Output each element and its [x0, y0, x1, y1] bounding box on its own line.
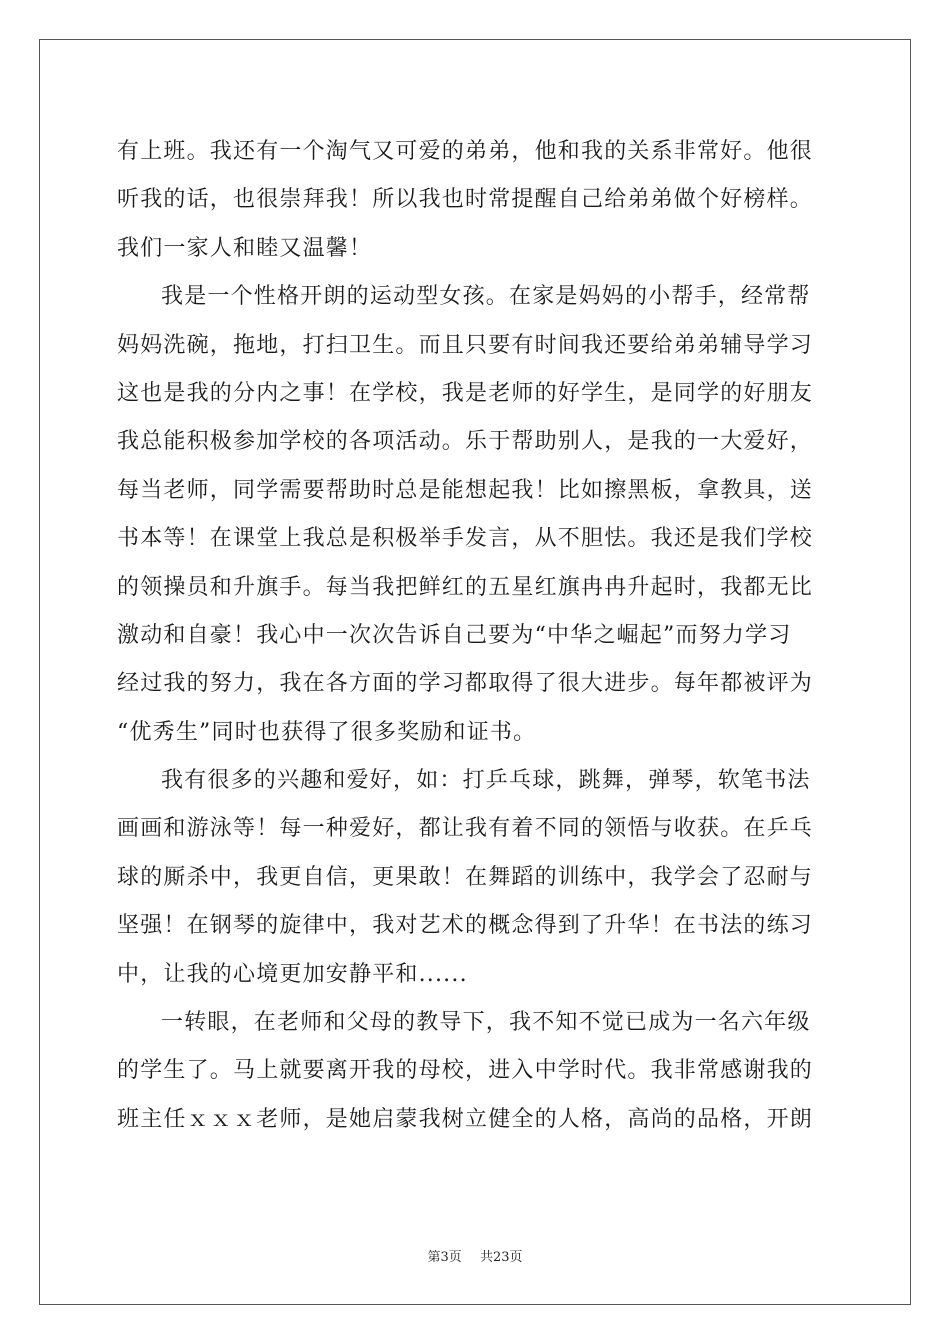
- paragraph-start-line: 我有很多的兴趣和爱好，如：打乒乓球，跳舞，弹琴，软笔书法: [161, 768, 811, 794]
- text-line: 坚强！在钢琴的旋律中，我对艺术的概念得到了升华！在书法的练习: [117, 913, 814, 939]
- text-line: 球的厮杀中，我更自信，更果敢！在舞蹈的训练中，我学会了忍耐与: [117, 864, 814, 890]
- text-line: 听我的话，也很崇拜我！所以我也时常提醒自己给弟弟做个好榜样。: [117, 187, 814, 213]
- text-line: 经过我的努力，我在各方面的学习都取得了很大进步。每年都被评为: [117, 671, 814, 697]
- total-page-count: 共23页: [479, 1250, 523, 1265]
- text-line: 的领操员和升旗手。每当我把鲜红的五星红旗冉冉升起时，我都无比: [117, 574, 814, 600]
- text-line: 激动和自豪！我心中一次次告诉自己要为“中华之崛起”而努力学习: [117, 622, 792, 648]
- text-line: 画画和游泳等！每一种爱好，都让我有着不同的领悟与收获。在乒乓: [117, 816, 814, 842]
- text-line: 妈妈洗碗，拖地，打扫卫生。而且只要有时间我还要给弟弟辅导学习: [117, 332, 814, 358]
- text-line: 每当老师，同学需要帮助时总是能想起我！比如擦黑板，拿教具，送: [117, 477, 814, 503]
- paragraph-start-line: 我是一个性格开朗的运动型女孩。在家是妈妈的小帮手，经常帮: [161, 284, 811, 310]
- text-line: 班主任ｘｘｘ老师，是她启蒙我树立健全的人格，高尚的品格，开朗: [117, 1106, 814, 1132]
- text-line: “优秀生”同时也获得了很多奖励和证书。: [117, 719, 537, 745]
- document-body: [117, 128, 837, 1144]
- text-line: 中，让我的心境更加安静平和......: [117, 961, 468, 987]
- text-line: 这也是我的分内之事！在学校，我是老师的好学生，是同学的好朋友: [117, 380, 814, 406]
- page-footer: [0, 1246, 950, 1265]
- text-line: 有上班。我还有一个淘气又可爱的弟弟，他和我的关系非常好。他很: [117, 139, 814, 164]
- text-line: 的学生了。马上就要离开我的母校，进入中学时代。我非常感谢我的: [117, 1058, 814, 1084]
- text-line: 我们一家人和睦又温馨！: [117, 235, 373, 261]
- text-line: 我总能积极参加学校的各项活动。乐于帮助别人，是我的一大爱好，: [117, 429, 814, 455]
- paragraph-start-line: 一转眼，在老师和父母的教导下，我不知不觉已成为一名六年级: [161, 1010, 811, 1036]
- current-page-number: 第3页: [427, 1250, 462, 1265]
- text-line: 书本等！在课堂上我总是积极举手发言，从不胆怯。我还是我们学校: [117, 526, 814, 552]
